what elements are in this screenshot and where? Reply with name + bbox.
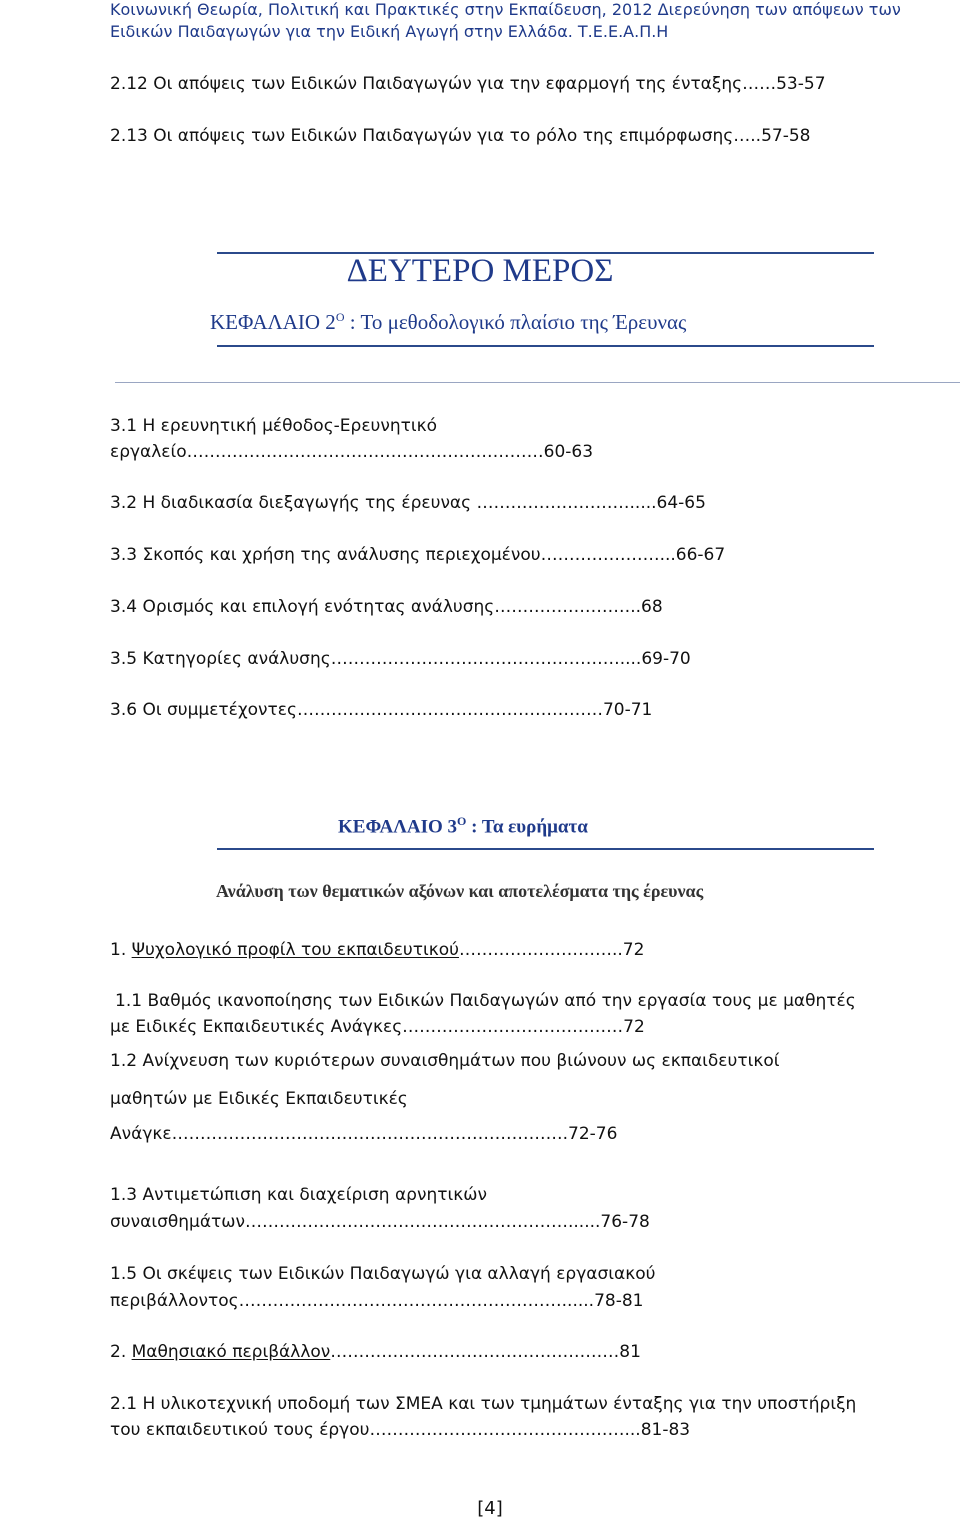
chapter-3-subtitle: Ανάλυση των θεματικών αξόνων και αποτελέσματα της έρευνας [216,881,704,901]
toc-item-2-12: 2.12 Οι απόψεις των Ειδικών Παιδαγωγών για την εφαρμογή της ένταξης……53-57 [110,74,826,94]
toc-item-2-1-line-1: 2.1 Η υλικοτεχνική υποδομή των ΣΜΕΑ και των τμημάτων ένταξης για την υποστήριξη [110,1394,857,1414]
toc-item-3-5: 3.5 Κατηγορίες ανάλυσης……………………………………………....69-70 [110,649,691,669]
toc-item-2-page: ……………………………………………81 [330,1342,641,1362]
toc-item-2-link[interactable]: Μαθησιακό περιβάλλον [131,1342,331,1362]
toc-item-2-1-line-2: του εκπαιδευτικού τους έργου………………………………………...81-83 [110,1420,691,1440]
toc-item-1-3-line-1: 1.3 Αντιμετώπιση και διαχείριση αρνητικών [110,1185,487,1205]
toc-item-1-1-line-2: με Ειδικές Εκπαιδευτικές Ανάγκες…………………………………72 [110,1017,645,1037]
chapter-3-title: : Τα ευρήματα [466,816,588,838]
toc-item-1-2-line-1: 1.2 Ανίχνευση των κυριότερων συναισθημάτων που βιώνουν ως εκπαιδευτικοί [110,1051,780,1071]
chapter-3-sup: Ο [457,814,467,828]
chapter-2-title: : Το μεθοδολογικό πλαίσιο της Έρευνας [344,310,687,334]
toc-item-1-2-line-2: μαθητών με Ειδικές Εκπαιδευτικές [110,1089,408,1109]
running-header-line-2: Ειδικών Παιδαγωγών για την Ειδική Αγωγή στην Ελλάδα. Τ.Ε.Ε.Α.Π.Η [110,22,669,41]
toc-item-1-5-line-2: περιβάλλοντος…………………………………………………......78-81 [110,1291,644,1311]
part-title: ΔΕΥΤΕΡΟ ΜΕΡΟΣ [346,253,614,289]
toc-item-1-link[interactable]: Ψυχολογικό προφίλ του εκπαιδευτικού [131,940,459,960]
toc-item-3-1-line-2: εργαλείο………………………………………………………60-63 [110,442,594,462]
toc-item-2 [110,1342,641,1362]
toc-item-3-2: 3.2 Η διαδικασία διεξαγωγής της έρευνας ……………………….....64-65 [110,493,706,513]
toc-item-1-number: 1. [110,940,132,960]
toc-item-3-3: 3.3 Σκοπός και χρήση της ανάλυσης περιεχομένου…………………...66-67 [110,545,726,565]
toc-item-1-5-line-1: 1.5 Οι σκέψεις των Ειδικών Παιδαγωγώ για αλλαγή εργασιακού [110,1264,656,1284]
toc-item-1-2-line-3: Ανάγκε…………………………………………………………….72-76 [110,1124,618,1144]
toc-item-1-3-line-2: συναισθημάτων…………………………………………………......76-78 [110,1212,650,1232]
chapter-3-prefix: ΚΕΦΑΛΑΙΟ 3 [338,816,458,838]
chapter-2-heading [210,310,686,335]
toc-item-2-number: 2. [110,1342,132,1362]
toc-item-1-page: ………………………..72 [458,940,645,960]
chapter-2-sup: Ο [335,310,345,324]
chapter-3-rule [217,848,874,850]
chapter-2-prefix: ΚΕΦΑΛΑΙΟ 2 [210,310,336,334]
toc-item-2-13: 2.13 Οι απόψεις των Ειδικών Παιδαγωγών για το ρόλο της επιμόρφωσης…..57-58 [110,126,811,146]
toc-item-1-1-line-1: 1.1 Βαθμός ικανοποίησης των Ειδικών Παιδαγωγών από την εργασία τους με μαθητές [115,991,856,1011]
running-header-line-1: Κοινωνική Θεωρία, Πολιτική και Πρακτικές στην Εκπαίδευση, 2012 Διερεύνηση των απόψεων των [110,0,901,19]
section-rule [115,382,960,383]
toc-item-3-1-line-1: 3.1 Η ερευνητική μέθοδος-Ερευνητικό [110,416,438,436]
toc-item-3-4: 3.4 Ορισμός και επιλογή ενότητας ανάλυσης……………………..68 [110,597,663,617]
part-bottom-rule [217,345,874,347]
toc-item-3-6: 3.6 Οι συμμετέχοντες………………………………………………70-71 [110,700,653,720]
chapter-3-heading [338,814,588,838]
page-number: [4] [477,1498,503,1519]
toc-item-1 [110,940,644,960]
